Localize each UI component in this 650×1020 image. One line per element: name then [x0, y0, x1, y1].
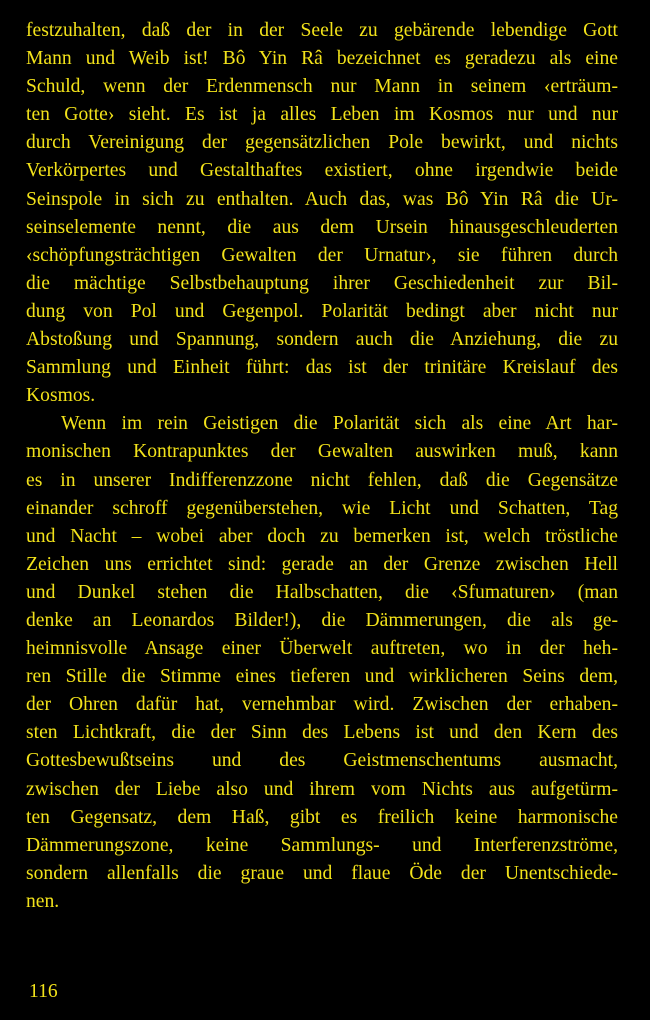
- text-line: monischen Kontrapunktes der Gewalten auswirken muß, kann: [26, 441, 618, 463]
- text-line: Kosmos.: [26, 385, 96, 407]
- page-number: 116: [29, 981, 58, 1002]
- text-line: sten Lichtkraft, die der Sinn des Lebens ist und den Kern des: [26, 722, 618, 744]
- text-line: Gottesbewußtseins und des Geistmenschentums ausmacht,: [26, 750, 618, 772]
- text-line: durch Vereinigung der gegensätzlichen Pole bewirkt, und nichts: [26, 132, 618, 154]
- text-line: einander schroff gegenüberstehen, wie Licht und Schatten, Tag: [26, 497, 618, 519]
- text-line: ten Gegensatz, dem Haß, gibt es freilich keine harmonische: [26, 806, 618, 828]
- text-line: dung von Pol und Gegenpol. Polarität bedingt aber nicht nur: [26, 300, 618, 322]
- text-line: und Dunkel stehen die Halbschatten, die ‹Sfumaturen› (man: [26, 581, 618, 603]
- text-line: ten Gotte› sieht. Es ist ja alles Leben im Kosmos nur und nur: [26, 104, 618, 126]
- text-line: zwischen der Liebe also und ihrem vom Nichts aus aufgetürm-: [26, 778, 618, 800]
- text-line: Dämmerungszone, keine Sammlungs- und Interferenzströme,: [26, 834, 618, 856]
- text-line: Sammlung und Einheit führt: das ist der trinitäre Kreislauf des: [26, 357, 618, 379]
- text-line: sondern allenfalls die graue und flaue Öde der Unentschiede-: [26, 862, 618, 884]
- text-line: der Ohren dafür hat, vernehmbar wird. Zwischen der erhaben-: [26, 694, 618, 716]
- text-line: Seinspole in sich zu enthalten. Auch das, was Bô Yin Râ die Ur-: [26, 188, 618, 210]
- text-line: ren Stille die Stimme eines tieferen und wirklicheren Seins dem,: [26, 666, 618, 688]
- text-line: Schuld, wenn der Erdenmensch nur Mann in seinem ‹erträum-: [26, 76, 618, 98]
- text-line: festzuhalten, daß der in der Seele zu gebärende lebendige Gott: [26, 20, 618, 41]
- text-line: ‹schöpfungsträchtigen Gewalten der Urnatur›, sie führen durch: [26, 244, 618, 266]
- text-line: nen.: [26, 890, 60, 912]
- text-line: Verkörpertes und Gestalthaftes existiert, ohne irgendwie beide: [26, 160, 618, 182]
- text-line: Zeichen uns errichtet sind: gerade an der Grenze zwischen Hell: [26, 553, 618, 575]
- text-line: es in unserer Indifferenzzone nicht fehlen, daß die Gegensätze: [26, 469, 618, 491]
- text-line: denke an Leonardos Bilder!), die Dämmerungen, die als ge-: [26, 609, 618, 631]
- text-line: Mann und Weib ist! Bô Yin Râ bezeichnet es geradezu als eine: [26, 48, 618, 70]
- text-line: Abstoßung und Spannung, sondern auch die Anziehung, die zu: [26, 329, 618, 351]
- text-line: Wenn im rein Geistigen die Polarität sich als eine Art har-: [61, 413, 618, 435]
- text-line: die mächtige Selbstbehauptung ihrer Geschiedenheit zur Bil-: [26, 272, 618, 294]
- text-line: heimnisvolle Ansage einer Überwelt auftreten, wo in der heh-: [26, 638, 618, 660]
- body-text: [26, 17, 618, 916]
- text-line: und Nacht – wobei aber doch zu bemerken ist, welch tröstliche: [26, 525, 618, 547]
- text-line: seinselemente nennt, die aus dem Ursein hinausgeschleuderten: [26, 216, 618, 238]
